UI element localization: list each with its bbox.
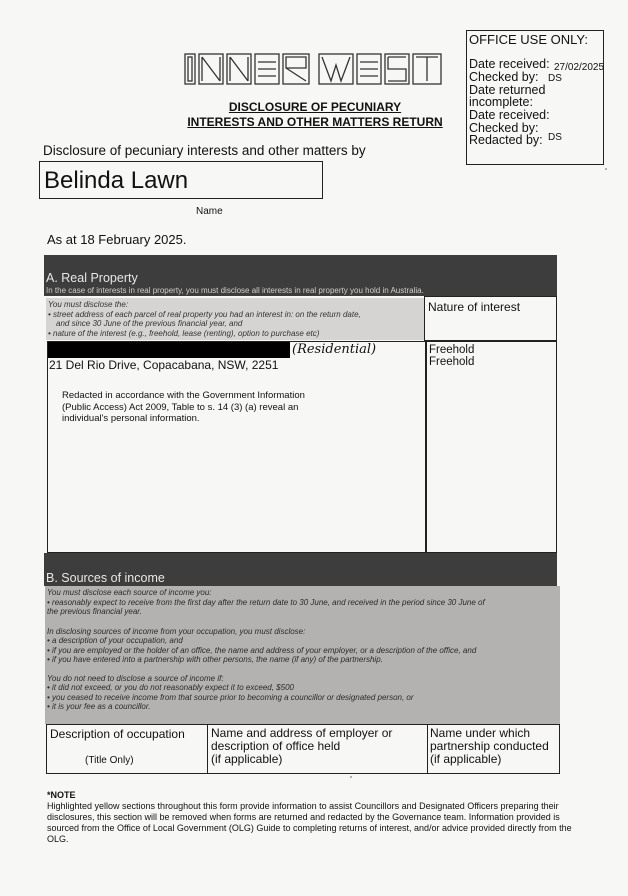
- employer-header-l3: (if applicable): [211, 752, 283, 766]
- handwritten-annotation: (Residential): [292, 342, 377, 357]
- employer-header-l2: description of office held: [211, 739, 341, 753]
- checked-by-value: DS: [548, 73, 562, 84]
- section-b-header: [44, 553, 557, 586]
- footer-note: [47, 790, 582, 845]
- hint-b-10: • it is your fee as a councillor.: [47, 702, 151, 711]
- redacted-by-label: Redacted by:: [469, 133, 543, 147]
- checked-by-label: Checked by:: [469, 70, 539, 84]
- redaction-note: Redacted in accordance with the Government Information (Public Access) Act 2009, Table to s. 14 (3) (a) reveal an individual's personal information.: [62, 390, 305, 424]
- hint-b-9: • you ceased to receive income from that source prior to becoming a councillor or designated person, or: [47, 692, 414, 702]
- hint-b-8: • it did not exceed, or you do not reasonably expect it to exceed, $500: [47, 683, 294, 692]
- address-cell: [47, 341, 426, 553]
- hint-a-intro: You must disclose the:: [48, 300, 129, 309]
- intro-text: Disclosure of pecuniary interests and other matters by: [43, 143, 366, 158]
- scan-speck: [605, 168, 607, 170]
- office-use-heading: OFFICE USE ONLY:: [469, 32, 588, 47]
- note-heading: *NOTE: [47, 790, 76, 800]
- date-received-value: 27/02/2025: [554, 62, 605, 73]
- partnership-header-l3: (if applicable): [430, 752, 502, 766]
- employer-header: [207, 724, 428, 774]
- hint-b-7: You do not need to disclose a source of income if:: [47, 673, 224, 683]
- redacted-by-value: DS: [548, 132, 562, 143]
- hint-b-5: • if you are employed or the holder of an office, the name and address of your employer, or a description of the office, and: [47, 645, 477, 655]
- nature-value-2: Freehold: [429, 356, 475, 368]
- hint-a-2: • nature of the interest (e.g., freehold, lease (renting), option to purchase etc): [48, 328, 320, 338]
- partnership-header-l1: Name under which: [430, 726, 531, 740]
- hint-b-6: • if you have entered into a partnership with other persons, the name (if any) of the partnership.: [47, 655, 383, 664]
- section-b-heading: B. Sources of income: [46, 571, 165, 585]
- office-use-box: [466, 30, 604, 165]
- hint-b-4: • a description of your occupation, and: [47, 636, 183, 645]
- hint-b-2b: the previous financial year.: [47, 607, 142, 616]
- section-b-hint: [45, 586, 560, 724]
- inner-west-logo: [183, 48, 445, 88]
- redaction-block: [48, 342, 290, 358]
- name-caption: Name: [196, 206, 223, 217]
- partnership-header-l2: partnership conducted: [430, 739, 549, 753]
- occupation-header-label: Description of occupation: [50, 727, 185, 741]
- date-received-label: Date received:: [469, 57, 550, 71]
- date-received-2-label: Date received:: [469, 108, 550, 122]
- section-a-header: [44, 255, 557, 296]
- occupation-header: [46, 724, 208, 774]
- date-returned-label: Date returned: [469, 83, 546, 97]
- as-at-date: As at 18 February 2025.: [47, 232, 187, 247]
- occupation-sub-label: (Title Only): [85, 755, 134, 766]
- hint-a-1: • street address of each parcel of real property you had an interest in: on the return date,: [48, 309, 361, 319]
- logo-text: INNER WEST: [183, 48, 190, 49]
- checked-by-2-label: Checked by:: [469, 121, 539, 135]
- employer-header-l1: Name and address of employer or: [211, 726, 393, 740]
- nature-cell: [426, 341, 557, 553]
- form-title-line1: DISCLOSURE OF PECUNIARY: [228, 100, 402, 114]
- hint-b-2: • reasonably expect to receive from the first day after the return date to 30 June, and received in the period since 30 June of: [47, 597, 485, 607]
- hint-b-1: You must disclose each source of income you:: [47, 588, 212, 597]
- property-address: 21 Del Rio Drive, Copacabana, NSW, 2251: [49, 358, 279, 372]
- name-field: Belinda Lawn: [39, 161, 323, 199]
- section-a-hint: [46, 298, 424, 340]
- section-a-subheading: In the case of interests in real property, you must disclose all interests in real property you hold in Australia.: [46, 286, 424, 295]
- hint-a-1b: and since 30 June of the previous financial year, and: [56, 319, 243, 328]
- incomplete-label: incomplete:: [469, 95, 533, 109]
- nature-of-interest-header: Nature of interest: [424, 296, 557, 341]
- scan-speck: [350, 776, 352, 778]
- section-a-heading: A. Real Property: [46, 271, 138, 285]
- partnership-header: [427, 724, 560, 774]
- nature-value-1: Freehold: [429, 344, 475, 356]
- form-title-line2: INTERESTS AND OTHER MATTERS RETURN: [187, 115, 443, 129]
- note-body: Highlighted yellow sections throughout this form provide information to assist Councillors and Designated Officers preparing their disclosures, this section will be removed when forms are returned and redacted by the Governance team. Information provided is sourced from the Office of Local Government (OLG) Guide to completing returns of interest, and/or advice provided directly from the OLG.: [47, 801, 572, 844]
- hint-b-3: In disclosing sources of income from your occupation, you must disclose:: [47, 626, 306, 636]
